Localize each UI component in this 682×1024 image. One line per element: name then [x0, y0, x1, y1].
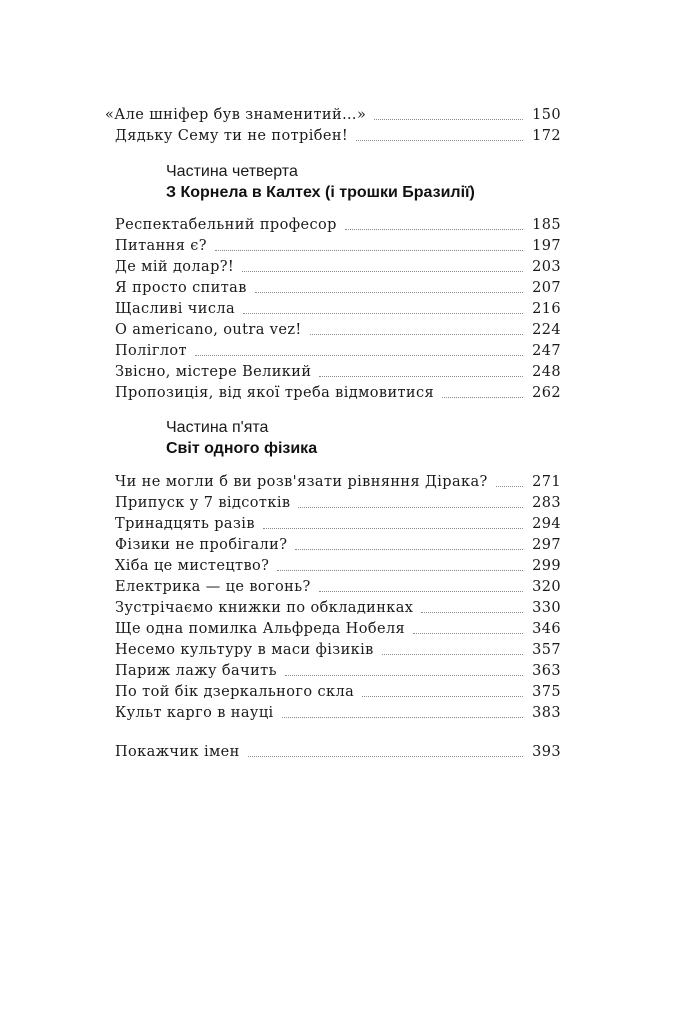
- dot-leader: [310, 334, 523, 335]
- dot-leader: [248, 756, 523, 757]
- dot-leader: [421, 612, 523, 613]
- toc-entry-title: Питання є?: [115, 238, 207, 254]
- toc-entry[interactable]: [115, 637, 561, 659]
- toc-entry[interactable]: [115, 469, 561, 491]
- toc-entry-page: 271: [532, 474, 561, 490]
- toc-entry-index[interactable]: [115, 739, 561, 761]
- toc-entry[interactable]: [115, 275, 561, 297]
- toc-entry-title: Хіба це мистецтво?: [115, 558, 270, 574]
- toc-entry[interactable]: [115, 296, 561, 318]
- toc-entry-title: Ще одна помилка Альфреда Нобеля: [115, 621, 406, 637]
- dot-leader: [374, 119, 523, 120]
- toc-entry[interactable]: [115, 553, 561, 575]
- dot-leader: [298, 507, 523, 508]
- toc-entry-title: Париж лажу бачить: [115, 663, 277, 679]
- part-label: Частина четверта: [166, 163, 298, 180]
- dot-leader: [285, 675, 523, 676]
- toc-entry[interactable]: [115, 532, 561, 554]
- toc-entry-page: 393: [532, 744, 561, 760]
- toc-entry[interactable]: [115, 574, 561, 596]
- toc-entry-title: Припуск у 7 відсотків: [115, 495, 291, 511]
- toc-entry-title: Тринадцять разів: [115, 516, 255, 532]
- toc-entry-title: Дядьку Сему ти не потрібен!: [115, 128, 349, 144]
- toc-entry-page: 299: [532, 558, 561, 574]
- toc-entry-title: Я просто спитав: [115, 280, 247, 296]
- toc-entry-page: 207: [532, 280, 561, 296]
- toc-entry-page: 297: [532, 537, 561, 553]
- toc-entry-page: 320: [532, 579, 561, 595]
- toc-entry-title: Поліглот: [115, 343, 187, 359]
- dot-leader: [319, 376, 523, 377]
- dot-leader: [243, 313, 523, 314]
- toc-entry[interactable]: [115, 490, 561, 512]
- toc-entry-title: По той бік дзеркального скла: [115, 684, 355, 700]
- toc-entry-page: 150: [532, 107, 561, 123]
- dot-leader: [295, 549, 523, 550]
- toc-entry-page: 294: [532, 516, 561, 532]
- toc-entry-page: 203: [532, 259, 561, 275]
- toc-entry-page: 185: [532, 217, 561, 233]
- toc-entry-title: «Але шніфер був знаменитий…»: [105, 107, 367, 123]
- dot-leader: [215, 250, 523, 251]
- toc-entry[interactable]: [115, 233, 561, 255]
- toc-entry[interactable]: [115, 511, 561, 533]
- toc-entry-page: 330: [532, 600, 561, 616]
- toc-entry[interactable]: [115, 123, 561, 145]
- toc-entry-title: Пропозиція, від якої треба відмовитися: [115, 385, 435, 401]
- toc-entry-title: Чи не могли б ви розв'язати рівняння Дірака?: [115, 474, 488, 490]
- toc-entry-page: 216: [532, 301, 561, 317]
- toc-entry[interactable]: [115, 212, 561, 234]
- toc-entry[interactable]: [115, 658, 561, 680]
- toc-entry[interactable]: [105, 102, 561, 124]
- toc-entry-page: 247: [532, 343, 561, 359]
- dot-leader: [382, 654, 523, 655]
- toc-entry[interactable]: [115, 700, 561, 722]
- toc-entry-title: Звісно, містере Великий: [115, 364, 312, 380]
- dot-leader: [255, 292, 523, 293]
- toc-entry-page: 172: [532, 128, 561, 144]
- toc-entry-title: Культ карго в науці: [115, 705, 274, 721]
- toc-entry-page: 383: [532, 705, 561, 721]
- dot-leader: [277, 570, 523, 571]
- toc-entry-title: Несемо культуру в маси фізиків: [115, 642, 374, 658]
- part-title: З Корнела в Калтех (і трошки Бразилії): [166, 184, 475, 201]
- toc-entry-title: Де мій долар?!: [115, 259, 235, 275]
- dot-leader: [413, 633, 523, 634]
- toc-entry-page: 248: [532, 364, 561, 380]
- dot-leader: [442, 397, 523, 398]
- toc-entry-title: О americano, outra vez!: [115, 322, 302, 338]
- toc-entry[interactable]: [115, 359, 561, 381]
- toc-entry-page: 197: [532, 238, 561, 254]
- part-label: Частина п'ята: [166, 419, 269, 436]
- toc-entry-title: Зустрічаємо книжки по обкладинках: [115, 600, 414, 616]
- dot-leader: [356, 140, 523, 141]
- toc-entry-page: 357: [532, 642, 561, 658]
- toc-entry-page: 363: [532, 663, 561, 679]
- toc-entry[interactable]: [115, 616, 561, 638]
- toc-entry-title: Респектабельний професор: [115, 217, 337, 233]
- toc-entry-title: Щасливі числа: [115, 301, 236, 317]
- toc-entry[interactable]: [115, 380, 561, 402]
- toc-entry-title: Фізики не пробігали?: [115, 537, 288, 553]
- toc-entry-page: 375: [532, 684, 561, 700]
- toc-entry-page: 283: [532, 495, 561, 511]
- toc-entry-page: 262: [532, 385, 561, 401]
- toc-entry[interactable]: [115, 679, 561, 701]
- toc-entry[interactable]: [115, 338, 561, 360]
- toc-entry[interactable]: [115, 317, 561, 339]
- dot-leader: [282, 717, 523, 718]
- toc-entry-title: Покажчик імен: [115, 744, 240, 760]
- toc-entry[interactable]: [115, 595, 561, 617]
- toc-entry-title: Електрика — це вогонь?: [115, 579, 311, 595]
- toc-entry-page: 346: [532, 621, 561, 637]
- dot-leader: [319, 591, 523, 592]
- dot-leader: [242, 271, 523, 272]
- dot-leader: [195, 355, 523, 356]
- toc-entry-page: 224: [532, 322, 561, 338]
- dot-leader: [496, 486, 523, 487]
- dot-leader: [263, 528, 523, 529]
- dot-leader: [362, 696, 523, 697]
- dot-leader: [345, 229, 523, 230]
- part-title: Світ одного фізика: [166, 440, 318, 457]
- toc-entry[interactable]: [115, 254, 561, 276]
